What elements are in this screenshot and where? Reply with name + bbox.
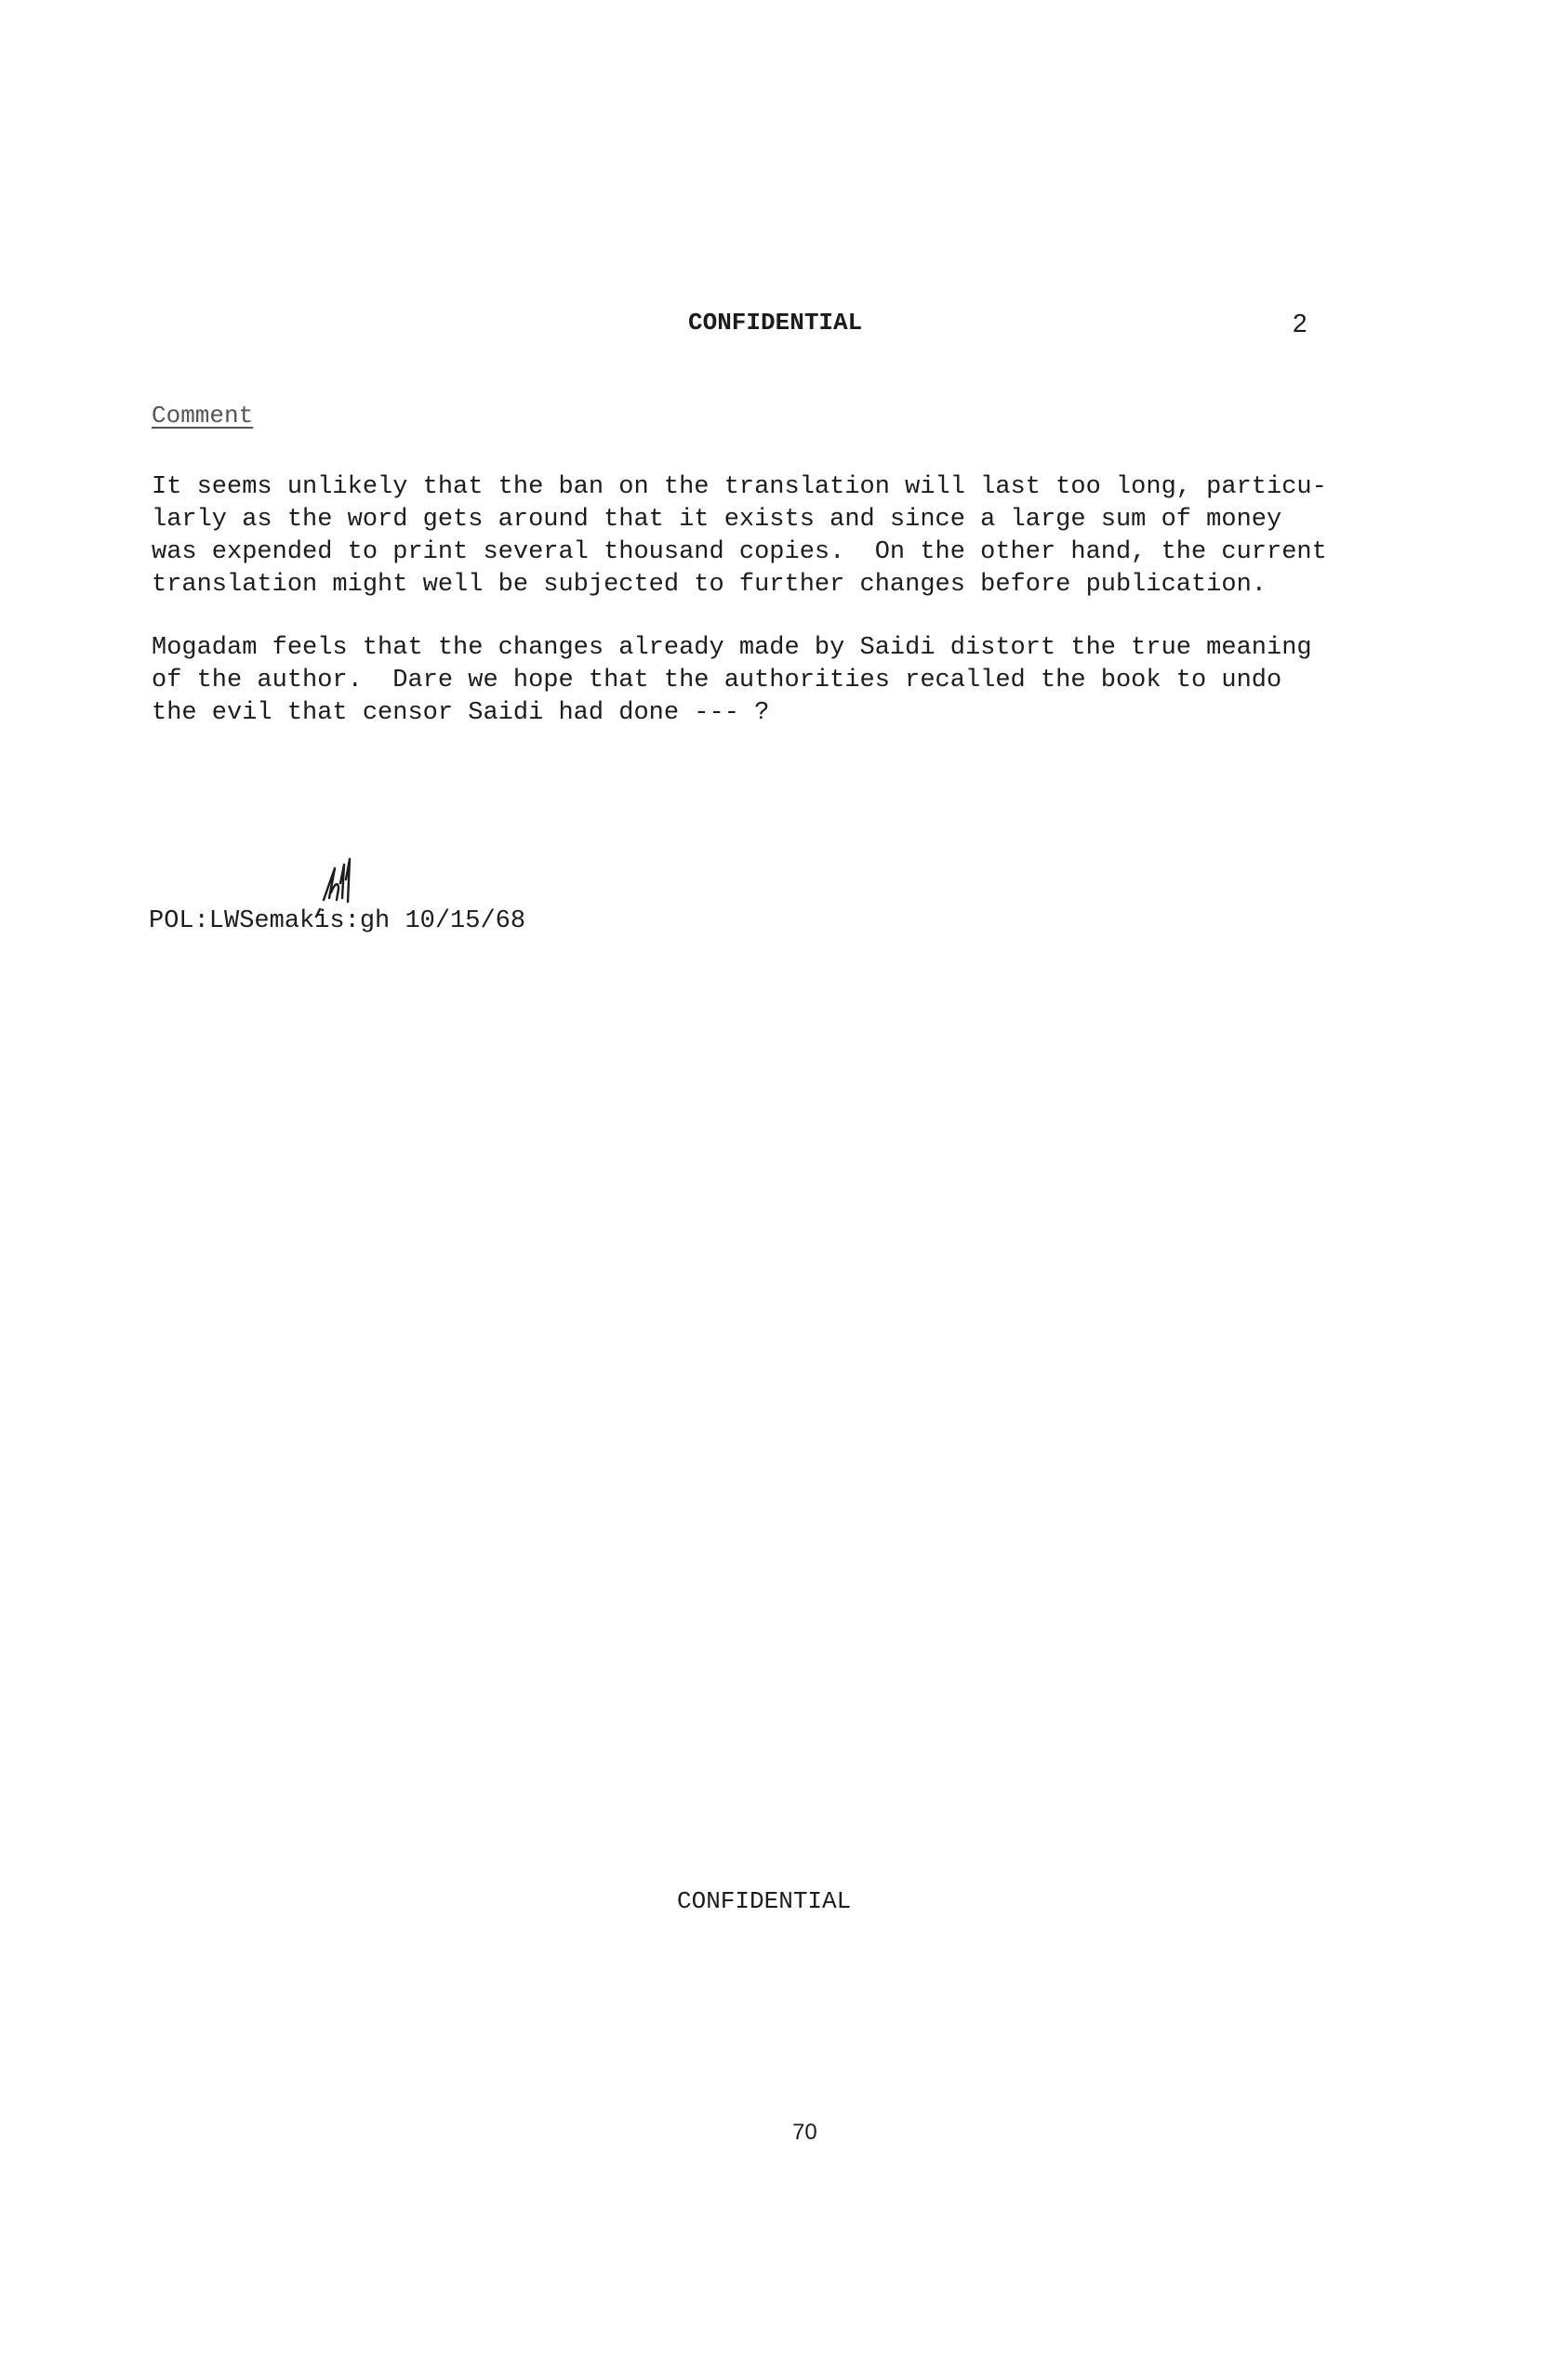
comment-paragraph-1 [152, 471, 1398, 602]
paragraph-line: the evil that censor Saidi had done --- ? [152, 699, 770, 727]
comment-heading: Comment [152, 402, 254, 430]
drafter-line: POL:LWSemakis:gh 10/15/68 [149, 907, 526, 935]
footer-page-number: 70 [792, 2120, 817, 2145]
paragraph-line: was expended to print several thousand copies. On the other hand, the current [152, 538, 1327, 566]
paragraph-line: translation might well be subjected to further changes before publication. [152, 571, 1267, 599]
comment-paragraph-2 [152, 632, 1398, 730]
footer-classification: CONFIDENTIAL [677, 1887, 852, 1915]
header-classification: CONFIDENTIAL [688, 309, 863, 337]
page-number: 2 [1293, 309, 1307, 337]
paragraph-line: of the author. Dare we hope that the authorities recalled the book to undo [152, 667, 1282, 694]
paragraph-line: Mogadam feels that the changes already made by Saidi distort the true meaning [152, 634, 1312, 662]
paragraph-line: larly as the word gets around that it exists and since a large sum of money [152, 506, 1282, 534]
paragraph-line: It seems unlikely that the ban on the translation will last too long, particu- [152, 473, 1327, 501]
signature-block [149, 855, 614, 948]
